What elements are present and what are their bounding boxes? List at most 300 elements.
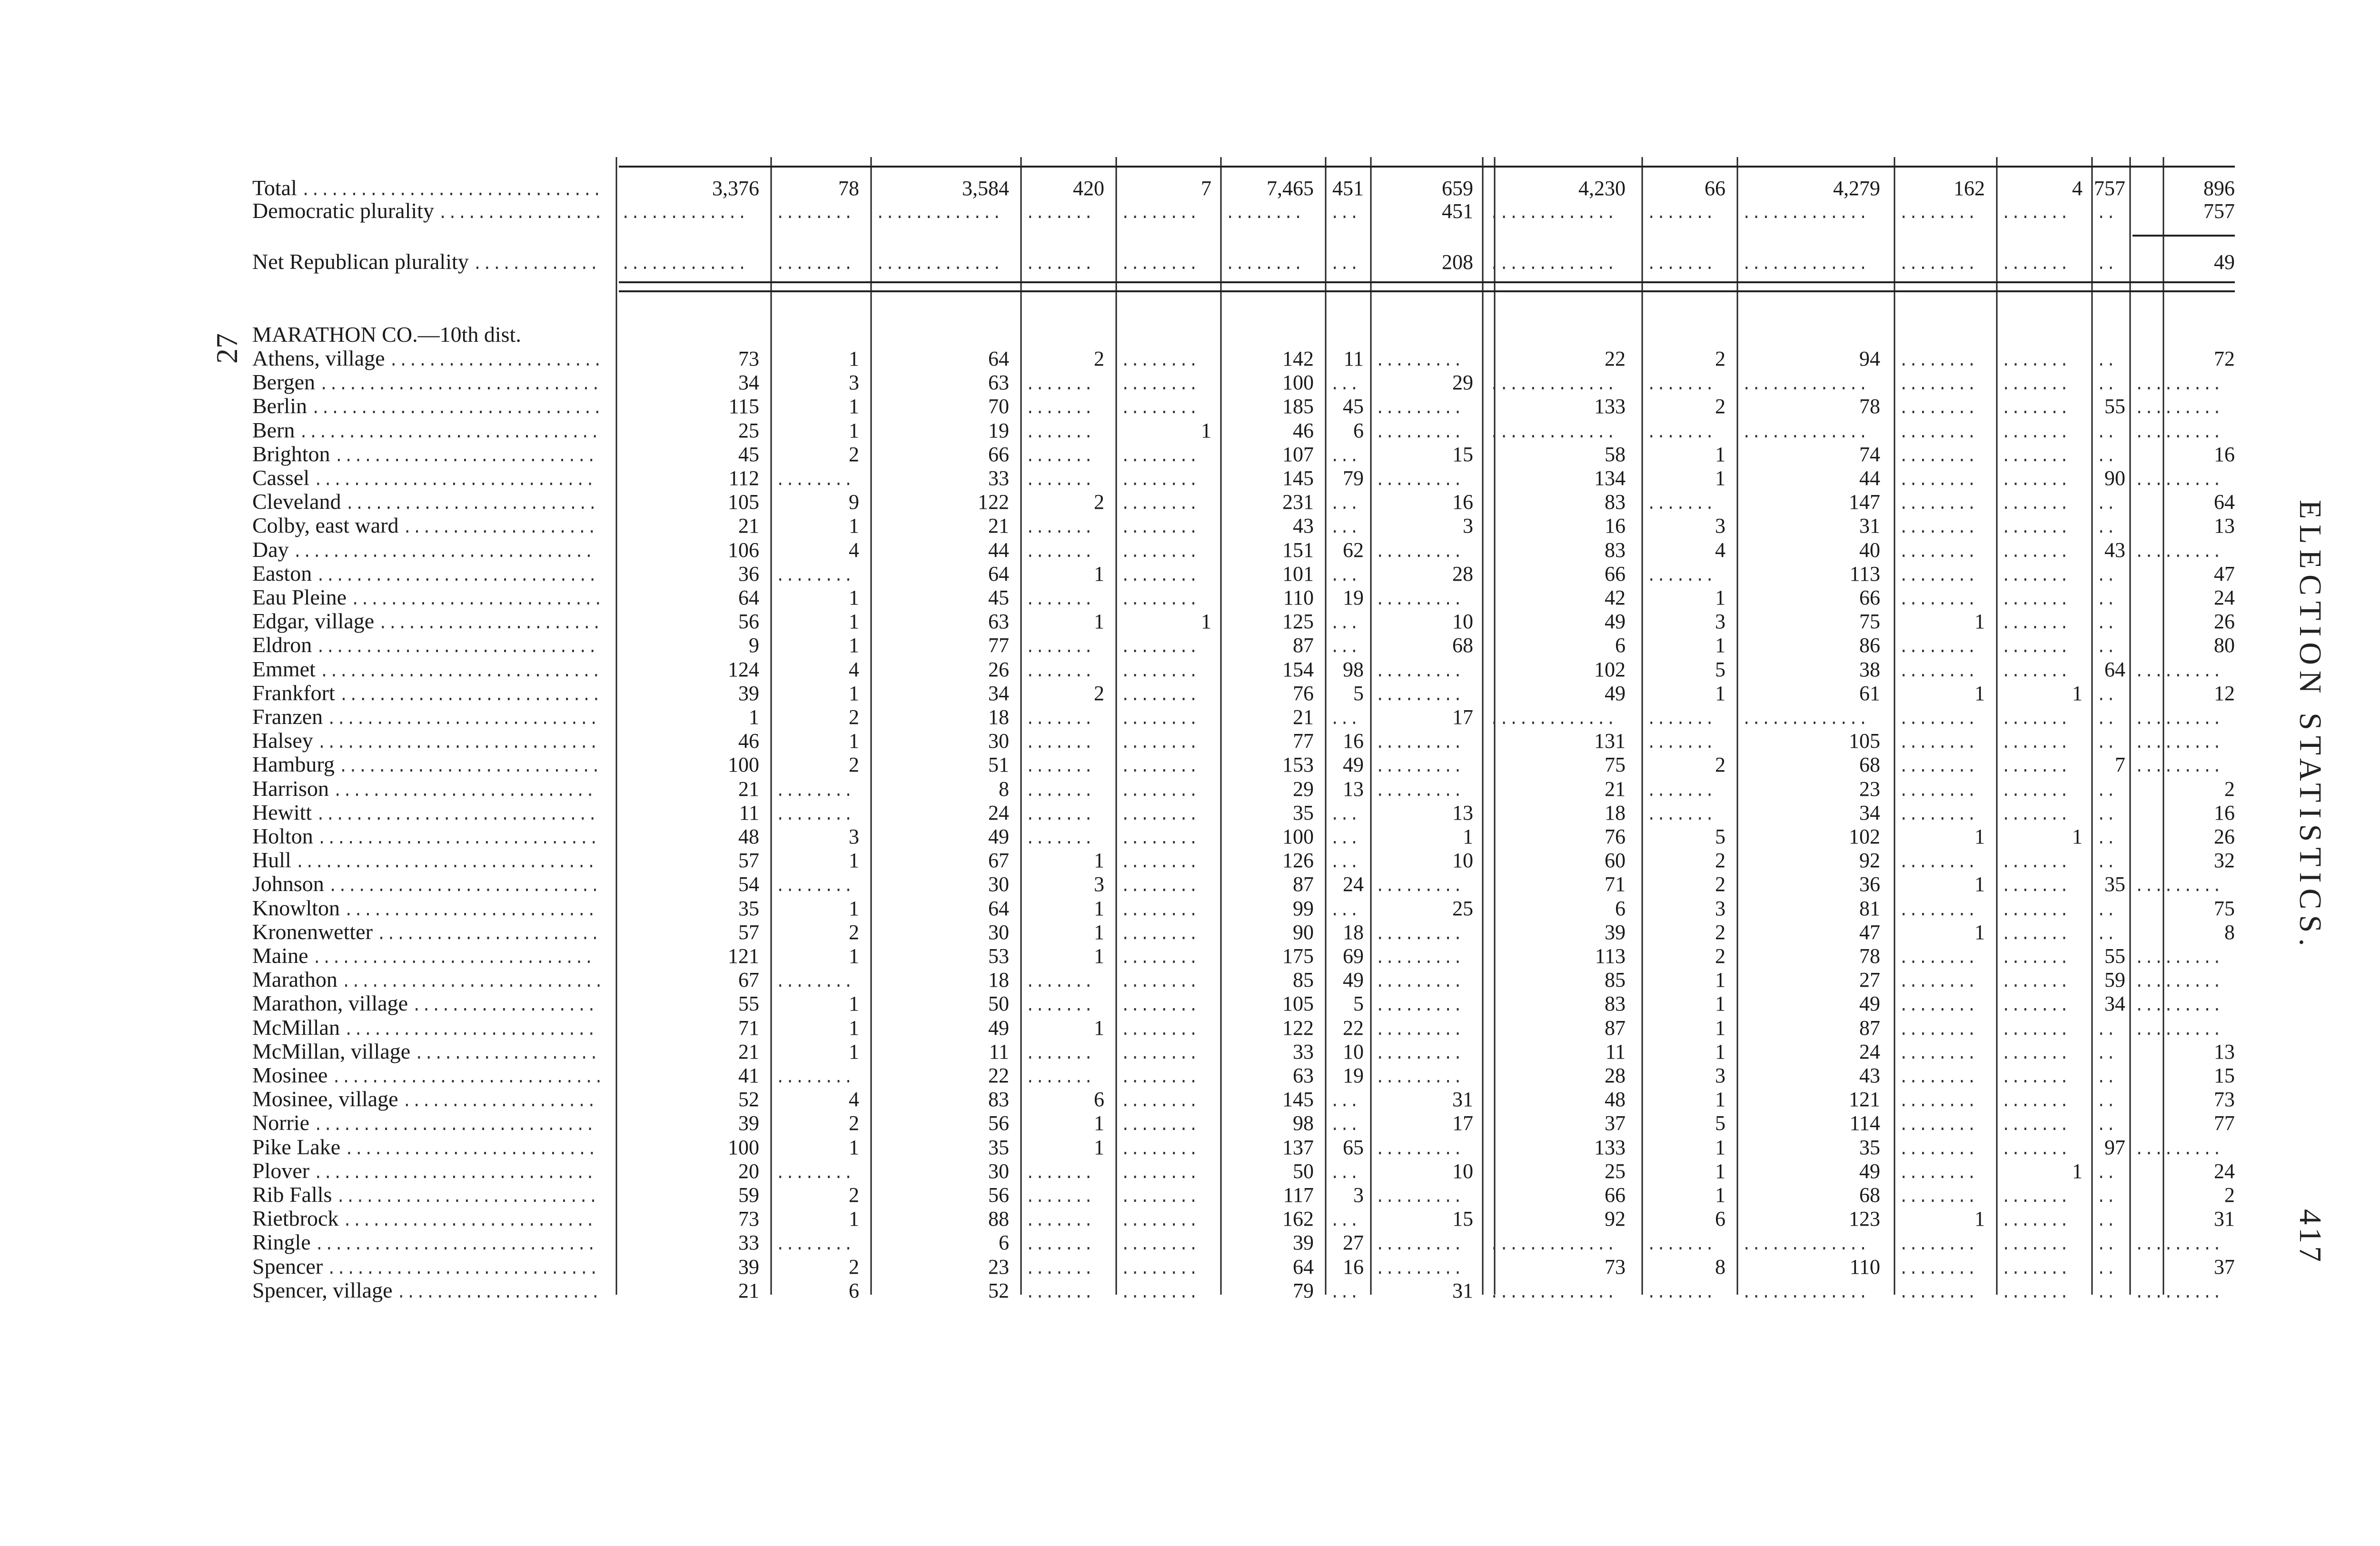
- table-row-cell: 92: [1605, 1207, 1626, 1230]
- table-row-cell: 1: [849, 682, 859, 705]
- table-row-empty-cell: .......: [1646, 711, 1715, 729]
- table-row-cell: 67: [738, 968, 759, 991]
- table-row-cell: 1: [849, 610, 859, 633]
- table-row-cell: 50: [988, 992, 1009, 1015]
- table-row-empty-cell: ........: [1899, 1117, 1977, 1135]
- table-row-empty-cell: ........: [1121, 807, 1199, 825]
- table-row-cell: 21: [738, 777, 759, 801]
- table-row: [252, 609, 2235, 634]
- summary-row-1-empty-cell: ........: [1899, 205, 1977, 223]
- summary-row-2-empty-cell: ...: [1330, 256, 1359, 274]
- table-row-cell: 113: [1595, 944, 1626, 968]
- table-row-cell: 37: [1605, 1111, 1626, 1135]
- table-row-empty-cell: ........: [1121, 998, 1199, 1016]
- table-row-empty-cell: .......: [2001, 1070, 2069, 1088]
- table-row: [252, 1110, 2235, 1135]
- table-row-empty-cell: ..: [2096, 711, 2116, 729]
- table-row: [252, 1206, 2235, 1231]
- table-row-cell: 77: [988, 634, 1009, 657]
- table-row-empty-cell: .......: [2001, 974, 2069, 992]
- table-row-cell: 28: [1452, 562, 1473, 585]
- table-row-cell: 77: [2214, 1111, 2235, 1135]
- table-row: [252, 1230, 2222, 1255]
- table-row-cell: 122: [1282, 1016, 1314, 1040]
- summary-row-1-empty-cell: ........: [1225, 205, 1303, 223]
- table-row-empty-cell: ........: [1899, 807, 1977, 825]
- table-row-cell: 39: [1293, 1231, 1314, 1254]
- table-row-leader: ..........................: [345, 496, 597, 514]
- summary-row-0-cell: 3,584: [962, 177, 1009, 200]
- table-row-empty-cell: .......: [2001, 1141, 2069, 1160]
- table-row-cell: 73: [738, 347, 759, 370]
- table-row-empty-cell: ........: [1121, 926, 1199, 944]
- table-row-cell: 78: [1859, 395, 1880, 418]
- table-row-empty-cell: .........: [1375, 425, 1463, 443]
- table-row-empty-cell: ........: [1121, 544, 1199, 562]
- table-row-cell: 55: [2104, 944, 2125, 968]
- table-row-empty-cell: ........: [775, 568, 853, 586]
- table-row-cell: 3: [1463, 514, 1473, 537]
- table-row-cell: 11: [1343, 347, 1364, 370]
- table-row-empty-cell: .......: [1646, 1285, 1715, 1303]
- table-row-cell: 90: [2104, 466, 2125, 490]
- table-row-cell: 1: [1094, 897, 1104, 920]
- table-row-leader: .............................: [314, 1237, 596, 1255]
- table-row-cell: 49: [1605, 682, 1626, 705]
- summary-row-0-cell: 4,230: [1578, 177, 1626, 200]
- table-row-cell: 16: [1605, 514, 1626, 537]
- table-row: [252, 1278, 2222, 1303]
- table-row-label: Bern: [252, 418, 295, 442]
- table-row-cell: 175: [1282, 944, 1314, 968]
- table-row-empty-cell: .........: [2134, 544, 2222, 562]
- table-row-cell: 71: [1605, 872, 1626, 896]
- table-row-leader: ...........................: [338, 687, 601, 705]
- table-row-empty-cell: ..: [2096, 831, 2116, 849]
- table-row-label: Emmet: [252, 657, 316, 681]
- table-row-empty-cell: ........: [1121, 400, 1199, 418]
- table-row-empty-cell: .......: [2001, 1093, 2069, 1111]
- table-row-cell: 122: [978, 490, 1009, 514]
- table-row: [252, 585, 2235, 610]
- table-row-empty-cell: .............: [1489, 377, 1616, 395]
- table-row: [252, 991, 2222, 1016]
- table-row-cell: 65: [1343, 1136, 1364, 1159]
- table-row-empty-cell: .........: [2134, 950, 2222, 968]
- table-row: [252, 561, 2235, 586]
- table-row-cell: 19: [1343, 586, 1364, 609]
- table-row-leader: ..............................: [310, 400, 603, 418]
- table-row-empty-cell: ........: [1899, 568, 1977, 586]
- table-row-cell: 66: [988, 443, 1009, 466]
- table-row-empty-cell: .......: [2001, 1213, 2069, 1231]
- table-row-empty-cell: ........: [1121, 1285, 1199, 1303]
- table-row-empty-cell: ...: [1330, 1165, 1359, 1183]
- table-row-empty-cell: .........: [1375, 544, 1463, 562]
- table-row-cell: 1: [1715, 466, 1726, 490]
- table-row-leader: .............................: [317, 831, 599, 849]
- table-row-cell: 26: [2214, 610, 2235, 633]
- table-row-empty-cell: ........: [1121, 687, 1199, 705]
- table-row-label: Ringle: [252, 1230, 311, 1254]
- table-row-empty-cell: ...: [1330, 807, 1359, 825]
- table-row-label: McMillan: [252, 1015, 340, 1040]
- table-row-empty-cell: ........: [1899, 425, 1977, 443]
- table-row-empty-cell: .......: [1646, 783, 1715, 801]
- table-row-cell: 22: [988, 1064, 1009, 1087]
- table-row-label: Eldron: [252, 633, 312, 657]
- table-row-empty-cell: .......: [2001, 902, 2069, 921]
- table-row: [252, 633, 2235, 657]
- table-row-cell: 31: [1452, 1279, 1473, 1302]
- table-row-cell: 1: [2072, 1160, 2082, 1183]
- table-row-cell: 21: [738, 1279, 759, 1302]
- table-row: [252, 489, 2235, 514]
- table-row-cell: 1: [1715, 586, 1726, 609]
- table-row-cell: 66: [1859, 586, 1880, 609]
- page-number: 417: [2293, 1209, 2328, 1265]
- table-row-cell: 1: [749, 705, 759, 729]
- table-row-cell: 56: [988, 1183, 1009, 1207]
- table-row-empty-cell: ..: [2096, 496, 2116, 514]
- table-row-empty-cell: .......: [2001, 377, 2069, 395]
- table-row-cell: 77: [1293, 729, 1314, 753]
- table-row-empty-cell: ........: [1899, 998, 1977, 1016]
- table-row-cell: 1: [1974, 825, 1985, 848]
- table-row-empty-cell: .............: [1742, 1237, 1868, 1255]
- table-row: [252, 704, 2222, 729]
- summary-row-2-leader: .............: [472, 256, 599, 274]
- table-row-empty-cell: ...: [1330, 1093, 1359, 1111]
- table-row-empty-cell: .........: [1375, 878, 1463, 896]
- table-row-cell: 88: [988, 1207, 1009, 1230]
- table-row: [252, 657, 2222, 682]
- table-row-empty-cell: .......: [2001, 759, 2069, 777]
- table-row-leader: .............................: [313, 1165, 595, 1183]
- table-row-label: Hewitt: [252, 800, 312, 824]
- table-row-cell: 1: [849, 849, 859, 872]
- table-row-cell: 106: [728, 538, 759, 562]
- table-row-cell: 83: [988, 1088, 1009, 1111]
- table-row-cell: 27: [1859, 968, 1880, 991]
- table-row-empty-cell: ........: [775, 974, 853, 992]
- table-row-empty-cell: .......: [2001, 568, 2069, 586]
- table-row-cell: 40: [1859, 538, 1880, 562]
- table-row-cell: 3: [1353, 1183, 1364, 1207]
- summary-row-1-cell: 451: [1442, 199, 1473, 223]
- table-row-cell: 110: [1849, 1255, 1880, 1278]
- table-row-cell: 6: [1615, 897, 1626, 920]
- table-row-empty-cell: ........: [1899, 1237, 1977, 1255]
- summary-row-1-empty-cell: .............: [1489, 205, 1616, 223]
- table-row-cell: 9: [749, 634, 759, 657]
- table-row-cell: 99: [1293, 897, 1314, 920]
- table-row-label: Berlin: [252, 394, 307, 418]
- table-row-cell: 66: [1605, 562, 1626, 585]
- running-title: ELECTION STATISTICS.: [2293, 500, 2328, 952]
- table-row-empty-cell: .......: [1025, 592, 1093, 610]
- table-row-cell: 6: [1094, 1088, 1104, 1111]
- table-row-cell: 2: [2224, 1183, 2235, 1207]
- table-row-leader: .............................: [312, 950, 594, 968]
- table-row-label: Athens, village: [252, 346, 385, 370]
- table-row-empty-cell: .........: [1375, 664, 1463, 682]
- table-row-label: Marathon: [252, 967, 337, 991]
- table-row-cell: 39: [738, 1111, 759, 1135]
- table-row-empty-cell: .............: [1489, 1285, 1616, 1303]
- table-row-cell: 22: [1343, 1016, 1364, 1040]
- table-row-leader: .....................: [396, 1285, 600, 1303]
- table-row-empty-cell: .......: [1025, 448, 1093, 466]
- table-row-cell: 2: [1715, 347, 1726, 370]
- table-row-empty-cell: .........: [1375, 1022, 1463, 1040]
- table-row-empty-cell: ..: [2096, 639, 2116, 657]
- table-row-empty-cell: ........: [1899, 902, 1977, 921]
- table-row-empty-cell: ...: [1330, 448, 1359, 466]
- table-row-cell: 2: [1715, 753, 1726, 776]
- table-row-cell: 49: [1859, 992, 1880, 1015]
- table-row-empty-cell: ...: [1330, 1213, 1359, 1231]
- table-row-empty-cell: .......: [2001, 735, 2069, 753]
- table-row-cell: 15: [1452, 1207, 1473, 1230]
- table-row-empty-cell: ........: [1121, 568, 1199, 586]
- table-row-empty-cell: ........: [1899, 974, 1977, 992]
- table-row-leader: ....................: [402, 520, 597, 538]
- table-row-cell: 41: [738, 1064, 759, 1087]
- table-row-cell: 19: [988, 419, 1009, 442]
- table-row-empty-cell: ........: [1121, 1237, 1199, 1255]
- table-row-empty-cell: .......: [1025, 544, 1093, 562]
- table-row-cell: 36: [1859, 872, 1880, 896]
- table-row-empty-cell: .......: [2001, 425, 2069, 443]
- table-row-empty-cell: .......: [1025, 664, 1093, 682]
- table-row-empty-cell: .............: [1742, 377, 1868, 395]
- table-row-cell: 81: [1859, 897, 1880, 920]
- table-row-cell: 100: [1282, 825, 1314, 848]
- table-row-cell: 18: [988, 968, 1009, 991]
- table-row-cell: 185: [1282, 395, 1314, 418]
- table-row-cell: 64: [1293, 1255, 1314, 1278]
- table-row-cell: 1: [1463, 825, 1473, 848]
- table-row-leader: .......................: [378, 615, 602, 634]
- table-row-label: Hull: [252, 848, 291, 872]
- table-row-empty-cell: ........: [1121, 1022, 1199, 1040]
- table-row-cell: 2: [1715, 872, 1726, 896]
- table-row-cell: 4: [849, 538, 859, 562]
- table-row-empty-cell: .........: [2134, 1285, 2222, 1303]
- table-row-cell: 15: [2214, 1064, 2235, 1087]
- table-row-cell: 1: [1094, 921, 1104, 944]
- table-row-cell: 34: [1859, 801, 1880, 824]
- table-row: [252, 466, 2222, 490]
- table-row-cell: 1: [1201, 610, 1211, 633]
- table-row-empty-cell: ..: [2096, 1117, 2116, 1135]
- table-row-cell: 76: [1293, 682, 1314, 705]
- table-row-empty-cell: .........: [2134, 998, 2222, 1016]
- table-row-cell: 43: [1293, 514, 1314, 537]
- table-row-empty-cell: ........: [1121, 377, 1199, 395]
- table-row-label: Johnson: [252, 872, 324, 896]
- table-row-cell: 58: [1605, 443, 1626, 466]
- table-row-empty-cell: .......: [1025, 1070, 1093, 1088]
- table-row-cell: 24: [988, 801, 1009, 824]
- table-row-label: Pike Lake: [252, 1135, 341, 1159]
- table-row-cell: 63: [988, 610, 1009, 633]
- table-row-cell: 52: [738, 1088, 759, 1111]
- table-row-empty-cell: .........: [1375, 1189, 1463, 1207]
- table-row-cell: 45: [738, 443, 759, 466]
- table-row-empty-cell: .......: [1025, 1261, 1093, 1279]
- table-row-cell: 60: [1605, 849, 1626, 872]
- table-row-cell: 2: [1715, 395, 1726, 418]
- table-row-cell: 35: [738, 897, 759, 920]
- table-row-cell: 2: [849, 1111, 859, 1135]
- table-row-cell: 1: [849, 634, 859, 657]
- table-row: [252, 943, 2222, 968]
- table-row-empty-cell: ..: [2096, 1189, 2116, 1207]
- table-row-empty-cell: ...: [1330, 496, 1359, 514]
- table-row: [252, 1159, 2235, 1183]
- table-row-empty-cell: ...: [1330, 615, 1359, 634]
- table-row-empty-cell: .......: [2001, 1022, 2069, 1040]
- table-row-cell: 35: [2104, 872, 2125, 896]
- table-row-cell: 49: [1343, 753, 1364, 776]
- table-row-empty-cell: .........: [1375, 783, 1463, 801]
- table-row-empty-cell: .........: [2134, 425, 2222, 443]
- table-row-cell: 1: [1094, 562, 1104, 585]
- table-row-empty-cell: .........: [1375, 735, 1463, 753]
- table-row-leader: ...................: [412, 998, 596, 1016]
- table-row-empty-cell: .......: [1646, 425, 1715, 443]
- table-row-empty-cell: ..: [2096, 807, 2116, 825]
- table-row-cell: 1: [849, 395, 859, 418]
- table-row-empty-cell: .......: [2001, 854, 2069, 872]
- table-row-cell: 1: [1974, 682, 1985, 705]
- table-row-empty-cell: ........: [1121, 520, 1199, 538]
- table-row-label: Halsey: [252, 728, 313, 753]
- table-row-cell: 101: [1282, 562, 1314, 585]
- table-row-cell: 1: [849, 514, 859, 537]
- table-row-empty-cell: .............: [1742, 425, 1868, 443]
- table-row-empty-cell: .........: [1375, 592, 1463, 610]
- table-row-cell: 105: [728, 490, 759, 514]
- table-row-empty-cell: ...: [1330, 377, 1359, 395]
- summary-row-2-empty-cell: ........: [775, 256, 853, 274]
- table-row-empty-cell: .......: [1646, 568, 1715, 586]
- table-row-cell: 64: [2214, 490, 2235, 514]
- table-row-cell: 4: [849, 658, 859, 681]
- table-row-leader: .............................: [313, 1117, 595, 1135]
- table-row-empty-cell: .......: [2001, 1237, 2069, 1255]
- table-row-empty-cell: ........: [1899, 1070, 1977, 1088]
- summary-row-2-empty-cell: ........: [1121, 256, 1199, 274]
- summary-row-1-empty-cell: ...: [1330, 205, 1359, 223]
- table-row-cell: 10: [1343, 1040, 1364, 1063]
- table-row-cell: 16: [1452, 490, 1473, 514]
- table-row-cell: 38: [1859, 658, 1880, 681]
- table-row-cell: 147: [1849, 490, 1880, 514]
- table-row-cell: 11: [739, 801, 759, 824]
- table-row-cell: 23: [988, 1255, 1009, 1278]
- table-row: [252, 1039, 2235, 1064]
- table-row-cell: 3: [1715, 897, 1726, 920]
- table-row-leader: ............................: [331, 1070, 604, 1088]
- table-row-cell: 34: [2104, 992, 2125, 1015]
- table-row-cell: 121: [728, 944, 759, 968]
- table-row-cell: 23: [1859, 777, 1880, 801]
- table-row-label: Rietbrock: [252, 1206, 339, 1230]
- table-row-cell: 66: [1605, 1183, 1626, 1207]
- table-row-leader: ...................: [414, 1046, 599, 1064]
- table-row-empty-cell: .........: [2134, 1141, 2222, 1160]
- summary-row-2: [252, 249, 2235, 274]
- table-row-cell: 125: [1282, 610, 1314, 633]
- table-row-cell: 17: [1452, 705, 1473, 729]
- table-row-empty-cell: .......: [1025, 831, 1093, 849]
- table-row-empty-cell: ..: [2096, 425, 2116, 443]
- table-row-cell: 1: [1094, 610, 1104, 633]
- table-row-cell: 11: [989, 1040, 1009, 1063]
- table-row-cell: 25: [738, 419, 759, 442]
- table-row: [252, 1087, 2235, 1111]
- table-row-empty-cell: ........: [1899, 448, 1977, 466]
- table-row-leader: ............................: [327, 1261, 599, 1279]
- table-row-empty-cell: .........: [1375, 1046, 1463, 1064]
- table-row-empty-cell: ........: [1121, 664, 1199, 682]
- table-row-empty-cell: ..: [2096, 448, 2116, 466]
- table-row-empty-cell: ........: [775, 878, 853, 896]
- table-row-empty-cell: .............: [1489, 711, 1616, 729]
- table-row-empty-cell: ........: [775, 1165, 853, 1183]
- table-row-empty-cell: ........: [1899, 1165, 1977, 1183]
- summary-row-0-leader: ...............................: [300, 182, 602, 200]
- table-row-cell: 6: [1353, 419, 1364, 442]
- table-row-cell: 3: [849, 825, 859, 848]
- table-row-cell: 2: [849, 705, 859, 729]
- table-row-empty-cell: ........: [1899, 1189, 1977, 1207]
- table-row-empty-cell: ........: [1121, 1117, 1199, 1135]
- table-row-leader: ..........................: [350, 592, 603, 610]
- table-row-cell: 2: [849, 1255, 859, 1278]
- table-row-cell: 2: [1094, 490, 1104, 514]
- table-row-empty-cell: .........: [2134, 1237, 2222, 1255]
- table-row-cell: 9: [849, 490, 859, 514]
- table-row-empty-cell: .............: [1489, 1237, 1616, 1255]
- table-row-empty-cell: ........: [1899, 1141, 1977, 1160]
- table-row-empty-cell: ...: [1330, 639, 1359, 657]
- table-row-cell: 85: [1605, 968, 1626, 991]
- table-row-empty-cell: ........: [1121, 735, 1199, 753]
- table-row-label: Mosinee, village: [252, 1087, 398, 1111]
- table-row-empty-cell: ..: [2096, 1022, 2116, 1040]
- summary-row-1-empty-cell: .......: [1025, 205, 1093, 223]
- table-row-empty-cell: .......: [1025, 783, 1093, 801]
- table-row-empty-cell: ........: [775, 783, 853, 801]
- table-row-empty-cell: ...: [1330, 854, 1359, 872]
- summary-row-0-label: Total: [252, 176, 297, 200]
- summary-row-0-cell: 896: [2203, 177, 2235, 200]
- table-row-empty-cell: ........: [1121, 592, 1199, 610]
- table-row-cell: 79: [1293, 1279, 1314, 1302]
- table-row-cell: 2: [1715, 944, 1726, 968]
- table-row-cell: 105: [1282, 992, 1314, 1015]
- table-row-cell: 54: [738, 872, 759, 896]
- table-row-cell: 10: [1452, 849, 1473, 872]
- table-row-label: Harrison: [252, 776, 329, 801]
- table-row-cell: 100: [1282, 371, 1314, 394]
- table-row-empty-cell: ..: [2096, 1093, 2116, 1111]
- table-row: [252, 1135, 2222, 1160]
